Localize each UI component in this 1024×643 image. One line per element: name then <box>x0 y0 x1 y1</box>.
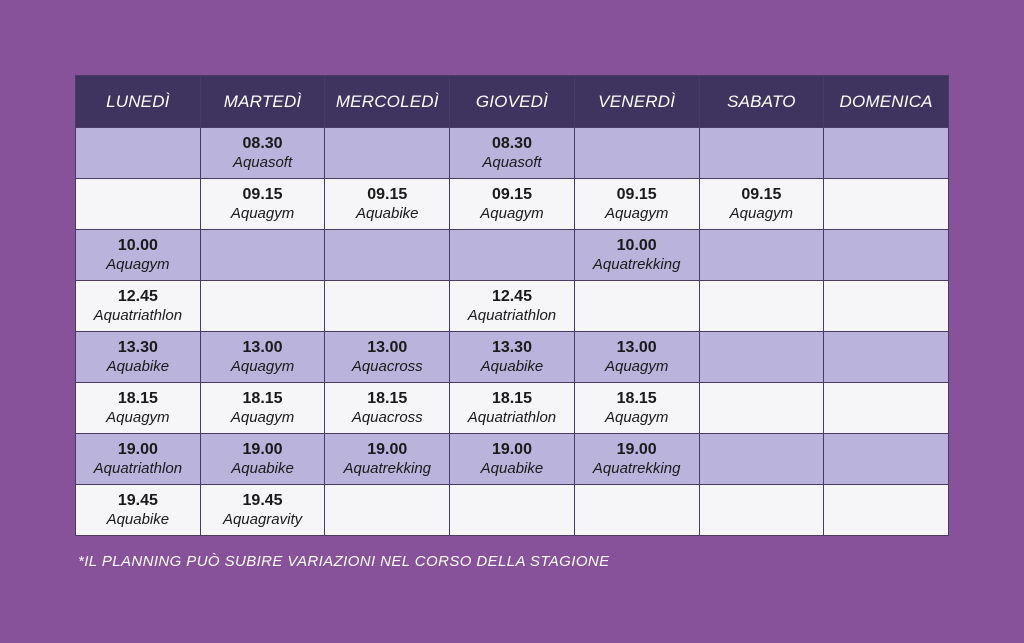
slot-time: 18.15 <box>367 390 408 407</box>
schedule-cell <box>200 485 325 536</box>
schedule-cell <box>76 230 201 281</box>
slot-time: 19.00 <box>616 441 657 458</box>
schedule-cell <box>450 230 575 281</box>
schedule-cell <box>325 485 450 536</box>
slot-class: Aquagym <box>230 409 295 426</box>
table-row <box>76 281 949 332</box>
slot-class: Aquatrekking <box>592 460 681 477</box>
slot-class: Aquagym <box>106 256 170 273</box>
slot-time: 10.00 <box>117 237 158 254</box>
slot-time: 18.15 <box>616 390 657 407</box>
schedule-table <box>75 75 949 536</box>
schedule-cell <box>699 383 824 434</box>
table-row <box>76 332 949 383</box>
schedule-cell <box>574 485 699 536</box>
schedule-cell <box>76 383 201 434</box>
day-header-monday: LUNEDÌ <box>76 76 201 128</box>
slot-class: Aquasoft <box>232 154 293 171</box>
schedule-cell <box>325 179 450 230</box>
slot-class: Aquatriathlon <box>93 307 183 324</box>
day-header-thursday: GIOVEDÌ <box>450 76 575 128</box>
slot-class: Aquagym <box>106 409 170 426</box>
slot-time: 08.30 <box>242 135 283 152</box>
schedule-cell <box>824 281 949 332</box>
schedule-cell <box>824 383 949 434</box>
schedule-cell <box>325 230 450 281</box>
schedule-cell <box>699 485 824 536</box>
schedule-cell <box>76 281 201 332</box>
schedule-body <box>76 128 949 536</box>
slot-time: 09.15 <box>491 186 532 203</box>
slot-time: 09.15 <box>616 186 657 203</box>
slot-time: 19.00 <box>242 441 283 458</box>
slot-time: 19.00 <box>367 441 408 458</box>
table-row <box>76 230 949 281</box>
slot-class: Aquasoft <box>482 154 542 171</box>
schedule-cell <box>76 332 201 383</box>
schedule-cell <box>200 434 325 485</box>
slot-class: Aquatriathlon <box>467 307 557 324</box>
table-row <box>76 128 949 179</box>
day-header-saturday: SABATO <box>699 76 824 128</box>
table-row <box>76 179 949 230</box>
day-header-friday: VENERDÌ <box>574 76 699 128</box>
schedule-cell <box>450 434 575 485</box>
table-row <box>76 383 949 434</box>
schedule-cell <box>574 230 699 281</box>
schedule-cell <box>200 383 325 434</box>
schedule-cell <box>450 485 575 536</box>
schedule-cell <box>699 230 824 281</box>
schedule-cell <box>574 383 699 434</box>
slot-class: Aquagym <box>230 205 295 222</box>
day-header-tuesday: MARTEDÌ <box>200 76 325 128</box>
slot-class: Aquagym <box>604 409 669 426</box>
slot-class: Aquabike <box>480 358 544 375</box>
slot-time: 09.15 <box>741 186 782 203</box>
schedule-cell <box>574 332 699 383</box>
slot-class: Aquabike <box>355 205 419 222</box>
slot-time: 13.00 <box>616 339 657 356</box>
table-row <box>76 485 949 536</box>
slot-class: Aquagravity <box>222 511 303 528</box>
schedule-cell <box>450 281 575 332</box>
slot-time: 09.15 <box>242 186 283 203</box>
slot-class: Aquagym <box>480 205 544 222</box>
slot-time: 18.15 <box>491 390 532 407</box>
slot-time: 19.00 <box>491 441 532 458</box>
slot-class: Aquagym <box>230 358 295 375</box>
schedule-cell <box>699 281 824 332</box>
slot-time: 19.45 <box>242 492 283 509</box>
slot-time: 13.30 <box>491 339 532 356</box>
schedule-cell <box>76 128 201 179</box>
slot-class: Aquabike <box>106 358 170 375</box>
schedule-cell <box>325 128 450 179</box>
footnote: *IL PLANNING PUÒ SUBIRE VARIAZIONI NEL CORSO DELLA STAGIONE <box>78 553 610 570</box>
schedule-cell <box>824 434 949 485</box>
schedule-cell <box>76 179 201 230</box>
slot-time: 09.15 <box>367 186 408 203</box>
schedule-cell <box>200 332 325 383</box>
slot-time: 13.00 <box>242 339 283 356</box>
slot-class: Aquacross <box>351 409 423 426</box>
schedule-cell <box>574 434 699 485</box>
schedule-cell <box>824 332 949 383</box>
schedule-cell <box>200 281 325 332</box>
slot-class: Aquatrekking <box>343 460 432 477</box>
schedule-cell <box>325 434 450 485</box>
header-row <box>76 76 949 128</box>
schedule-cell <box>699 434 824 485</box>
table-row <box>76 434 949 485</box>
slot-class: Aquabike <box>480 460 544 477</box>
schedule-cell <box>450 128 575 179</box>
schedule-cell <box>325 281 450 332</box>
schedule-cell <box>450 383 575 434</box>
slot-time: 18.15 <box>242 390 283 407</box>
schedule-cell <box>200 230 325 281</box>
slot-time: 13.30 <box>117 339 158 356</box>
slot-time: 12.45 <box>491 288 532 305</box>
schedule-cell <box>200 179 325 230</box>
schedule-cell <box>699 332 824 383</box>
slot-time: 13.00 <box>367 339 408 356</box>
schedule-cell <box>325 332 450 383</box>
schedule-cell <box>200 128 325 179</box>
schedule-cell <box>824 230 949 281</box>
schedule-cell <box>824 179 949 230</box>
slot-class: Aquacross <box>351 358 423 375</box>
schedule-cell <box>325 383 450 434</box>
slot-time: 08.30 <box>491 135 532 152</box>
day-header-wednesday: MERCOLEDÌ <box>325 76 450 128</box>
slot-class: Aquabike <box>106 511 170 528</box>
slot-class: Aquatriathlon <box>93 460 183 477</box>
slot-time: 19.00 <box>117 441 158 458</box>
schedule-cell <box>574 281 699 332</box>
slot-time: 10.00 <box>616 237 657 254</box>
schedule-cell <box>450 332 575 383</box>
day-header-sunday: DOMENICA <box>824 76 949 128</box>
slot-class: Aquagym <box>729 205 794 222</box>
schedule-cell <box>76 434 201 485</box>
slot-class: Aquabike <box>231 460 294 477</box>
schedule-cell <box>699 128 824 179</box>
schedule-cell <box>574 179 699 230</box>
slot-class: Aquagym <box>604 358 669 375</box>
schedule-cell <box>76 485 201 536</box>
schedule-cell <box>450 179 575 230</box>
schedule-cell <box>699 179 824 230</box>
slot-class: Aquagym <box>604 205 669 222</box>
slot-class: Aquatriathlon <box>467 409 557 426</box>
schedule-cell <box>824 128 949 179</box>
slot-time: 12.45 <box>117 288 158 305</box>
slot-class: Aquatrekking <box>592 256 681 273</box>
schedule-cell <box>574 128 699 179</box>
schedule-cell <box>824 485 949 536</box>
slot-time: 19.45 <box>117 492 158 509</box>
slot-time: 18.15 <box>117 390 158 407</box>
